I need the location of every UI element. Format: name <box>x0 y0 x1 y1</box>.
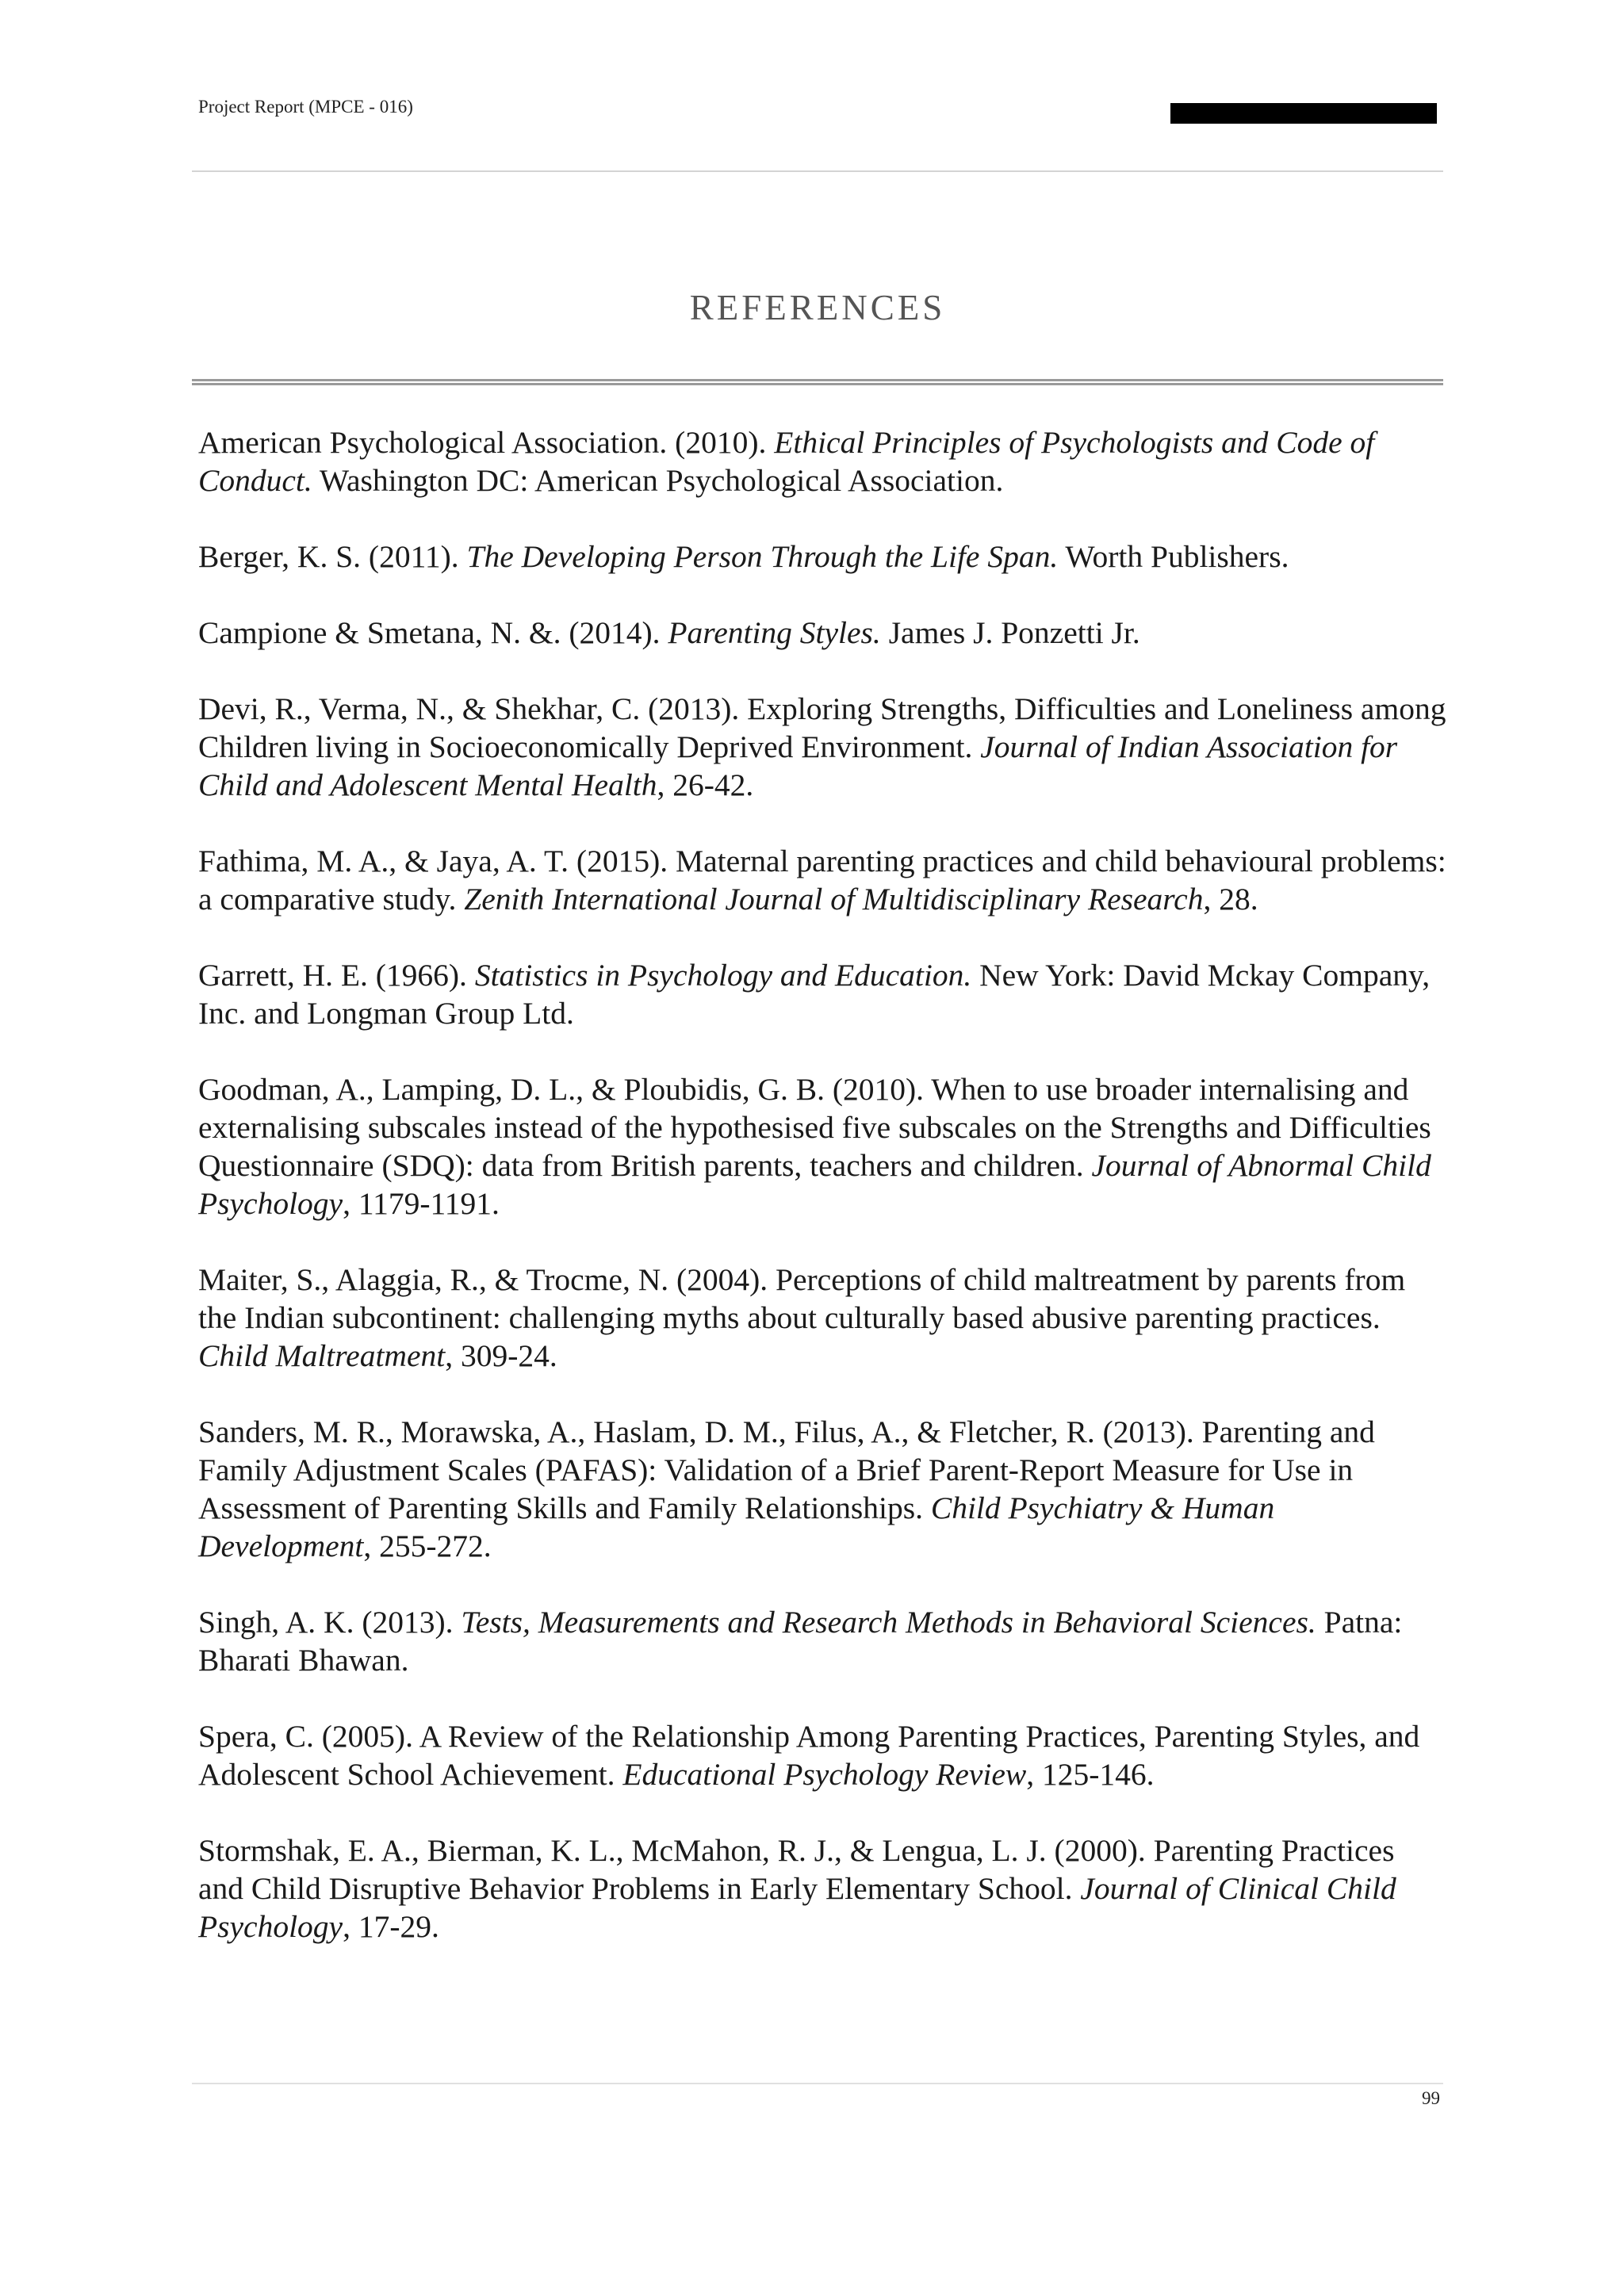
reference-entry <box>198 690 1446 804</box>
reference-source: Journal of Indian Association for Child and Adolescent Mental Health <box>198 729 1398 802</box>
reference-source: Journal of Abnormal Child Psychology <box>198 1148 1431 1221</box>
reference-source: Parenting Styles. <box>668 615 881 650</box>
reference-source: Journal of Clinical Child Psychology <box>198 1871 1396 1944</box>
reference-text: Garrett, H. E. (1966). <box>198 958 475 993</box>
reference-text: Spera, C. (2005). A Review of the Relationship Among Parenting Practices, Parenting Styles, and Adolescent School Achievement. <box>198 1719 1420 1792</box>
header-divider <box>192 170 1443 172</box>
reference-details: , 1179-1191. <box>343 1186 500 1221</box>
reference-source: Child Maltreatment <box>198 1338 446 1373</box>
reference-details: Patna: Bharati Bhawan. <box>198 1605 1403 1678</box>
reference-details: , 28. <box>1203 882 1258 916</box>
reference-entry <box>198 1070 1446 1223</box>
reference-entry <box>198 1413 1446 1565</box>
reference-details: New York: David Mckay Company, Inc. and Longman Group Ltd. <box>198 958 1431 1031</box>
title-divider <box>192 379 1443 385</box>
reference-text: Campione & Smetana, N. &. (2014). <box>198 615 668 650</box>
reference-entry <box>198 614 1446 652</box>
reference-text: Singh, A. K. (2013). <box>198 1605 462 1640</box>
reference-text: Devi, R., Verma, N., & Shekhar, C. (2013). Exploring Strengths, Difficulties and Loneliness among Children living in Socioeconomically Deprived Environment. <box>198 691 1446 764</box>
reference-text: Stormshak, E. A., Bierman, K. L., McMahon, R. J., & Lengua, L. J. (2000). Parenting Practices and Child Disruptive Behavior Problems in Early Elementary School. <box>198 1833 1395 1906</box>
reference-source: Ethical Principles of Psychologists and Code of Conduct. <box>198 425 1375 498</box>
footer-divider <box>192 2083 1443 2084</box>
reference-text: Sanders, M. R., Morawska, A., Haslam, D. M., Filus, A., & Fletcher, R. (2013). Parenting and Family Adjustment Scales (PAFAS): Validation of a Brief Parent-Report Measure for Use in Assessment of Parenting Skills and Family Relationships. <box>198 1414 1375 1525</box>
reference-entry <box>198 538 1446 576</box>
reference-entry <box>198 1603 1446 1679</box>
reference-entry <box>198 842 1446 918</box>
reference-text: Fathima, M. A., & Jaya, A. T. (2015). Maternal parenting practices and child behavioural problems: a comparative study. <box>198 844 1446 916</box>
reference-source: Zenith International Journal of Multidisciplinary Research <box>464 882 1204 916</box>
reference-source: Statistics in Psychology and Education. <box>474 958 972 993</box>
reference-entry <box>198 423 1446 499</box>
reference-entry <box>198 956 1446 1032</box>
reference-text: Berger, K. S. (2011). <box>198 539 467 574</box>
page-number: 99 <box>1422 2088 1440 2108</box>
reference-text: Maiter, S., Alaggia, R., & Trocme, N. (2004). Perceptions of child maltreatment by parents from the Indian subcontinent: challenging myths about culturally based abusive parenting practices. <box>198 1262 1406 1335</box>
running-header: Project Report (MPCE - 016) <box>198 97 413 117</box>
reference-text: American Psychological Association. (2010). <box>198 425 775 460</box>
reference-source: The Developing Person Through the Life Span. <box>466 539 1059 574</box>
reference-details: , 17-29. <box>343 1909 439 1944</box>
reference-details: Worth Publishers. <box>1058 539 1289 574</box>
reference-entry <box>198 1717 1446 1793</box>
reference-details: James J. Ponzetti Jr. <box>880 615 1140 650</box>
reference-details: Washington DC: American Psychological Association. <box>312 463 1004 498</box>
reference-details: , 125-146. <box>1026 1757 1155 1792</box>
reference-list <box>198 423 1446 1984</box>
reference-source: Educational Psychology Review <box>622 1757 1027 1792</box>
reference-text: Goodman, A., Lamping, D. L., & Ploubidis, G. B. (2010). When to use broader internalising and externalising subscales instead of the hypothesised five subscales on the Strengths and Difficulties Questionnaire (SDQ): data from British parents, teachers and children. <box>198 1072 1431 1183</box>
reference-entry <box>198 1261 1446 1375</box>
reference-details: , 26-42. <box>657 767 754 802</box>
redaction-bar <box>1170 103 1437 124</box>
reference-source: Tests, Measurements and Research Methods in Behavioral Sciences. <box>461 1605 1316 1640</box>
reference-entry <box>198 1831 1446 1946</box>
page-title: REFERENCES <box>689 288 946 327</box>
reference-details: , 309-24. <box>445 1338 557 1373</box>
reference-details: , 255-272. <box>363 1529 492 1563</box>
reference-source: Child Psychiatry & Human Development <box>198 1490 1275 1563</box>
